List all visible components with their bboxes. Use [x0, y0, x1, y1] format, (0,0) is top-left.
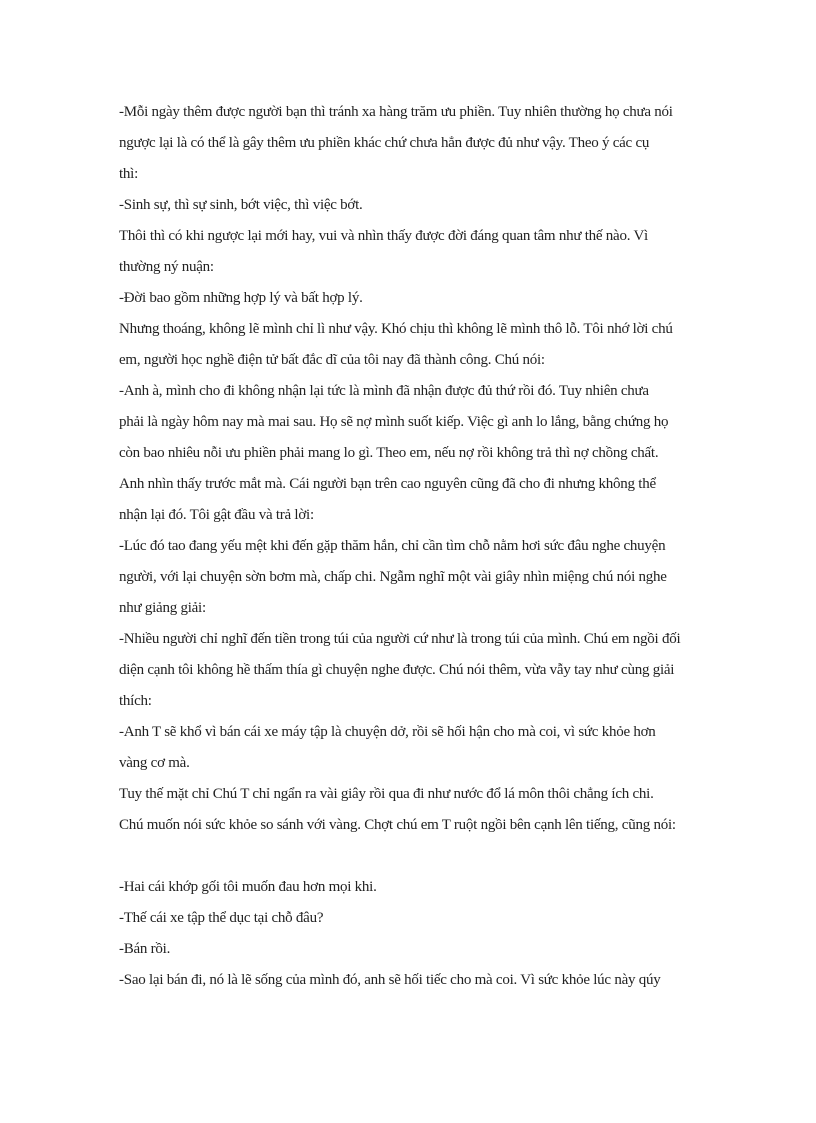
text-line: ngược lại là có thể là gây thêm ưu phiền khác chứ chưa hẳn được đủ như vậy. Theo ý các cụ [119, 135, 650, 151]
text-line: Anh nhìn thấy trước mắt mà. Cái người bạn trên cao nguyên cũng đã cho đi nhưng không thể [119, 476, 656, 492]
text-line: người, với lại chuyện sờn bơm mà, chấp chi. Ngẫm nghĩ một vài giây nhìn miệng chú nói nghe [119, 569, 667, 585]
text-line: thích: [119, 693, 152, 709]
text-line: -Thế cái xe tập thể dục tại chỗ đâu? [119, 910, 324, 926]
text-line: Nhưng thoáng, không lẽ mình chỉ lì như vậy. Khó chịu thì không lẽ mình thô lỗ. Tôi nhớ lời chú [119, 321, 673, 337]
text-line: -Bán rồi. [119, 941, 171, 957]
text-line: còn bao nhiêu nỗi ưu phiền phải mang lo gì. Theo em, nếu nợ rồi không trả thì nợ chồng chất. [119, 445, 659, 461]
text-line: phải là ngày hôm nay mà mai sau. Họ sẽ nợ mình suốt kiếp. Việc gì anh lo lắng, bằng chứng họ [119, 414, 669, 430]
text-line: -Sinh sự, thì sự sinh, bớt việc, thì việc bớt. [119, 197, 363, 213]
text-line: -Nhiều người chỉ nghĩ đến tiền trong túi của người cứ như là trong túi của mình. Chú em ngồi đối [119, 631, 681, 647]
text-line: như giảng giải: [119, 600, 206, 616]
text-line: Chú muốn nói sức khỏe so sánh với vàng. Chợt chú em T ruột ngồi bên cạnh lên tiếng, cũng nói: [119, 817, 676, 833]
text-line: Thôi thì có khi ngược lại mới hay, vui và nhìn thấy được đời đáng quan tâm như thế nào. Vì [119, 228, 648, 244]
text-line: thì: [119, 166, 139, 182]
text-line: -Hai cái khớp gối tôi muốn đau hơn mọi khi. [119, 879, 377, 895]
text-line: -Đời bao gồm những hợp lý và bất hợp lý. [119, 290, 363, 306]
text-line: thường ný nuận: [119, 259, 214, 275]
text-line: diện cạnh tôi không hề thấm thía gì chuyện nghe được. Chú nói thêm, vừa vẫy tay như cùng giải [119, 662, 675, 678]
text-line: -Anh T sẽ khổ vì bán cái xe máy tập là chuyện dở, rồi sẽ hối hận cho mà coi, vì sức khỏe hơn [119, 724, 656, 740]
text-line: -Lúc đó tao đang yếu mệt khi đến gặp thăm hắn, chỉ cần tìm chỗ nằm hơi sức đâu nghe chuyện [119, 538, 666, 554]
blank-line [119, 841, 697, 872]
text-line: em, người học nghề điện tử bất đắc dĩ của tôi nay đã thành công. Chú nói: [119, 352, 545, 368]
text-line: -Mỗi ngày thêm được người bạn thì tránh xa hàng trăm ưu phiền. Tuy nhiên thường họ chưa nói [119, 104, 673, 120]
text-line: Tuy thế mặt chỉ Chú T chỉ ngẩn ra vài giây rồi qua đi như nước đổ lá môn thôi chẳng ích chi. [119, 786, 654, 802]
document-body [119, 97, 697, 996]
text-line: vàng cơ mà. [119, 755, 190, 771]
text-line: -Sao lại bán đi, nó là lẽ sống của mình đó, anh sẽ hối tiếc cho mà coi. Vì sức khỏe lúc này qúy [119, 972, 661, 988]
text-line: -Anh à, mình cho đi không nhận lại tức là mình đã nhận được đủ thứ rồi đó. Tuy nhiên chưa [119, 383, 649, 399]
text-line: nhận lại đó. Tôi gật đầu và trả lời: [119, 507, 314, 523]
